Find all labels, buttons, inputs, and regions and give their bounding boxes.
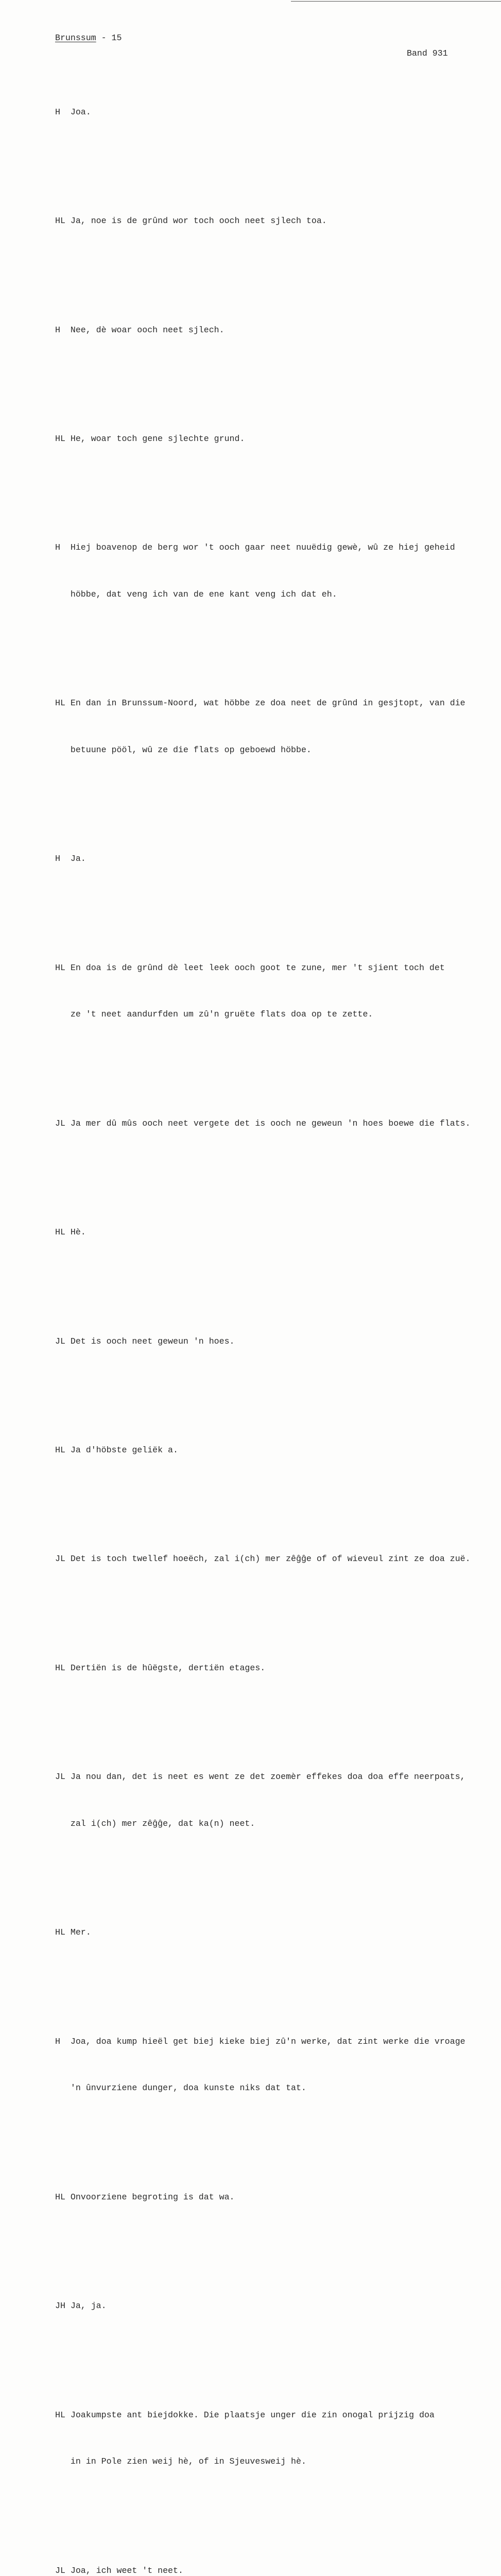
utterance-text: Ja mer dû mûs ooch neet vergete det is ooch ne geweun 'n hoes boewe die flats. — [71, 1118, 471, 1128]
utterance — [55, 291, 488, 369]
page-number: - 15 — [101, 33, 122, 43]
speaker-label: H — [55, 105, 71, 120]
speaker-label: HL — [55, 696, 71, 711]
utterance-text: Nee, dè woar ooch neet sjlech. — [71, 325, 224, 335]
utterance-text: höbbe, dat veng ich van de ene kant veng ich dat eh. — [71, 589, 337, 599]
utterance — [55, 1738, 488, 1863]
utterance — [55, 2267, 488, 2345]
speaker-label: HL — [55, 1925, 71, 1940]
utterance-text: Ja. — [71, 854, 86, 863]
speaker-label: JL — [55, 1334, 71, 1349]
utterance-text: Mer. — [71, 1927, 91, 1937]
utterance-text: En dan in Brunssum-Noord, wat höbbe ze doa neet de grûnd in gesjtopt, van die — [71, 698, 465, 708]
utterance-text: Det is toch twellef hoeëch, zal i(ch) mer zêĝĝe of of wieveul zint ze doa zuë. — [71, 1554, 471, 1564]
speaker-label: HL — [55, 2190, 71, 2205]
speaker-label: HL — [55, 960, 71, 976]
speaker-label: HL — [55, 431, 71, 447]
utterance-text: Ja, noe is de grûnd wor toch ooch neet sjlech toa. — [71, 216, 327, 226]
speaker-label: JH — [55, 2298, 71, 2314]
band-number: Band 931 — [407, 46, 448, 61]
utterance-text: En doa is de grûnd dè leet leek ooch goot te zune, mer 't sjient toch det — [71, 963, 445, 973]
utterance-text: Joakumpste ant biejdokke. Die plaatsje unger die zin onogal prijzig doa — [71, 2410, 435, 2420]
utterance — [55, 2532, 488, 2576]
speaker-label: HL — [55, 1225, 71, 1240]
utterance-text: Dertiën is de hûëgste, dertiën etages. — [71, 1663, 265, 1673]
utterance — [55, 2003, 488, 2127]
speaker-label: H — [55, 540, 71, 555]
utterance-text: Joa. — [71, 107, 91, 117]
speaker-label: HL — [55, 213, 71, 229]
top-edge-rule — [291, 1, 501, 2]
utterance-text: in in Pole zien weij hè, of in Sjeuvesweij hè. — [71, 2456, 306, 2466]
utterance — [55, 73, 488, 151]
utterance-text: Joa, ich weet 't neet. — [71, 2566, 183, 2575]
utterance-text: ze 't neet aandurfden um zû'n gruëte flats doa op te zette. — [71, 1009, 373, 1019]
utterance — [55, 1084, 488, 1162]
utterance-text: Joa, doa kump hieël get biej kieke biej zû'n werke, dat zint werke die vroage — [71, 2037, 465, 2046]
utterance — [55, 1412, 488, 1489]
speaker-label: JL — [55, 1551, 71, 1567]
utterance-text: He, woar toch gene sjlechte grund. — [71, 434, 245, 444]
transcript — [55, 42, 488, 2576]
utterance-text: 'n ûnvurziene dunger, doa kunste niks dat tat. — [71, 2083, 306, 2093]
utterance — [55, 1194, 488, 1272]
utterance-text: Det is ooch neet geweun 'n hoes. — [71, 1336, 235, 1346]
speaker-label: H — [55, 323, 71, 338]
utterance — [55, 2158, 488, 2236]
utterance — [55, 1629, 488, 1707]
utterance — [55, 665, 488, 789]
utterance — [55, 929, 488, 1054]
speaker-label: JL — [55, 2563, 71, 2576]
utterance-text: Ja, ja. — [71, 2301, 107, 2311]
speaker-label: H — [55, 2034, 71, 2049]
utterance — [55, 2376, 488, 2501]
utterance-text: Ja nou dan, det is neet es went ze det zoemèr effekes doa doa effe neerpoats, — [71, 1772, 465, 1782]
utterance-text: Hè. — [71, 1227, 86, 1237]
speaker-label: HL — [55, 1443, 71, 1458]
utterance — [55, 1520, 488, 1598]
utterance — [55, 182, 488, 260]
utterance-text: Onvoorziene begroting is dat wa. — [71, 2192, 235, 2202]
place-name: Brunssum — [55, 33, 96, 43]
speaker-label: HL — [55, 2408, 71, 2423]
utterance — [55, 820, 488, 898]
speaker-label: JL — [55, 1116, 71, 1131]
utterance — [55, 1302, 488, 1380]
utterance-text: zal i(ch) mer zêĝĝe, dat ka(n) neet. — [71, 1819, 255, 1828]
utterance-text: Hiej boavenop de berg wor 't ooch gaar neet nuuëdig gewè, wû ze hiej geheid — [71, 543, 455, 552]
utterance — [55, 400, 488, 478]
utterance — [55, 1894, 488, 1972]
speaker-label: H — [55, 851, 71, 867]
utterance-text: betuune pööl, wû ze die flats op geboewd höbbe. — [71, 745, 312, 755]
speaker-label: JL — [55, 1769, 71, 1785]
page-header — [0, 15, 501, 30]
speaker-label: HL — [55, 1660, 71, 1676]
utterance — [55, 509, 488, 634]
utterance-text: Ja d'höbste geliëk a. — [71, 1445, 178, 1455]
